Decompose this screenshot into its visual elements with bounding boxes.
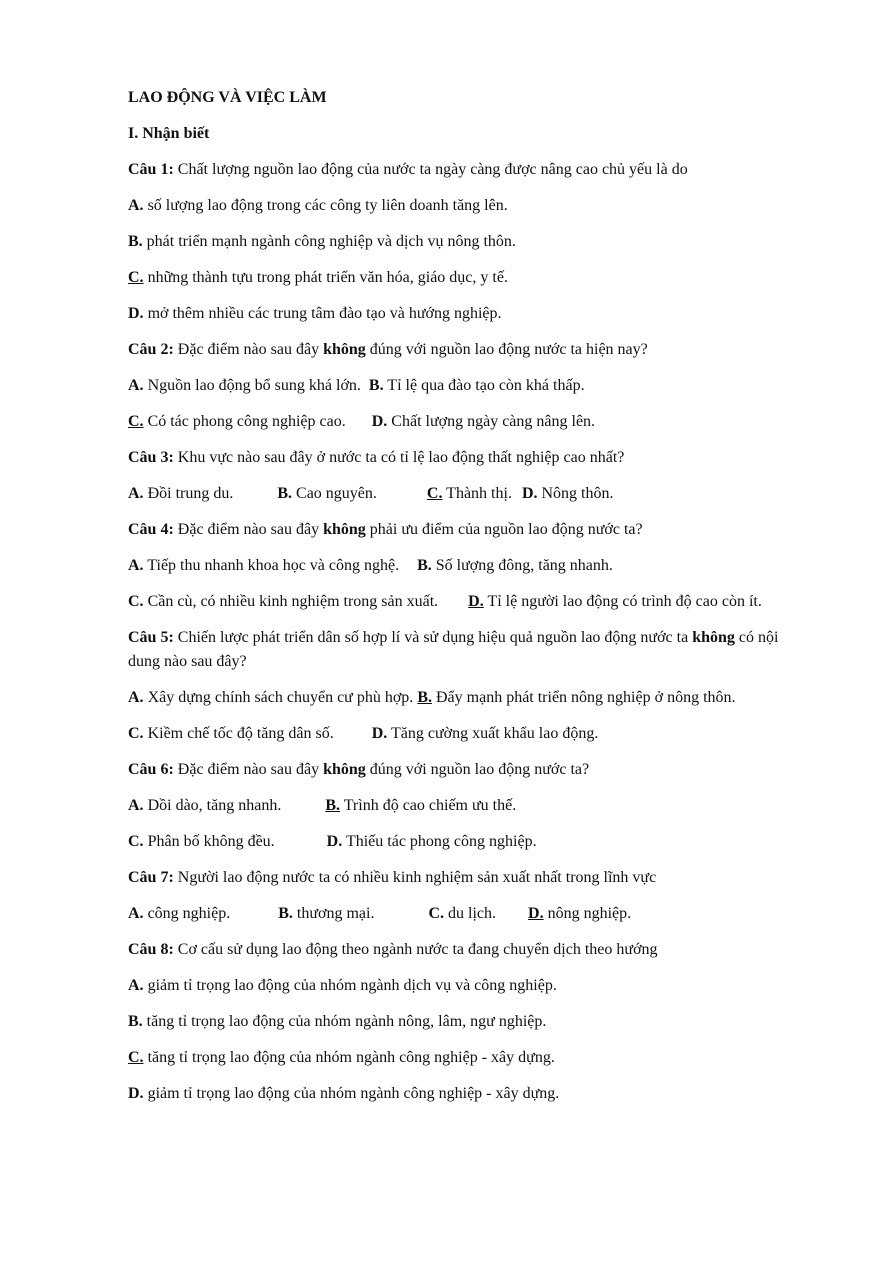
document-page — [128, 86, 798, 1118]
question-1 — [128, 158, 798, 182]
options-6-row-1: A. Dồi dào, tăng nhanh. B. Trình độ cao chiếm ưu thế. — [128, 797, 517, 814]
correct-answer-key: B. — [417, 689, 432, 706]
options-4-row-1: A. Tiếp thu nhanh khoa học và công nghệ. B. Số lượng đông, tăng nhanh. — [128, 557, 613, 574]
document-title: LAO ĐỘNG VÀ VIỆC LÀM — [128, 89, 327, 106]
option-1a: A. số lượng lao động trong các công ty liên doanh tăng lên. — [128, 197, 508, 214]
correct-answer-key: C. — [128, 413, 144, 430]
options-6-row-2: C. Phân bố không đều. D. Thiếu tác phong công nghiệp. — [128, 833, 537, 850]
question-8: Câu 8: Cơ cấu sử dụng lao động theo ngành nước ta đang chuyển dịch theo hướng — [128, 941, 658, 958]
options-2-row-1: A. Nguồn lao động bổ sung khá lớn. B. Tỉ lệ qua đào tạo còn khá thấp. — [128, 377, 585, 394]
correct-answer-key: D. — [468, 593, 484, 610]
correct-answer-key: B. — [325, 797, 340, 814]
options-4-row-2: C. Cần cù, có nhiều kinh nghiệm trong sản xuất. D. Tỉ lệ người lao động có trình độ cao còn ít. — [128, 593, 762, 610]
option-1d: D. mở thêm nhiều các trung tâm đào tạo và hướng nghiệp. — [128, 305, 502, 322]
correct-answer-key: D. — [528, 905, 544, 922]
question-2: Câu 2: Đặc điểm nào sau đây không đúng với nguồn lao động nước ta hiện nay? — [128, 341, 648, 358]
option-8a: A. giảm tỉ trọng lao động của nhóm ngành dịch vụ và công nghiệp. — [128, 977, 557, 994]
option-1c: C. những thành tựu trong phát triển văn hóa, giáo dục, y tế. — [128, 269, 508, 286]
question-3: Câu 3: Khu vực nào sau đây ở nước ta có tỉ lệ lao động thất nghiệp cao nhất? — [128, 449, 625, 466]
options-5-row-1: A. Xây dựng chính sách chuyển cư phù hợp. B. Đẩy mạnh phát triển nông nghiệp ở nông thôn. — [128, 689, 736, 706]
question-7: Câu 7: Người lao động nước ta có nhiều kinh nghiệm sản xuất nhất trong lĩnh vực — [128, 869, 657, 886]
correct-answer-key: C. — [128, 1049, 144, 1066]
correct-answer-key: C. — [426, 485, 443, 502]
emphasis-word: không — [323, 761, 366, 778]
emphasis-word: không — [323, 341, 366, 358]
correct-answer-key: C. — [128, 269, 144, 286]
options-2-row-2: C. Có tác phong công nghiệp cao. D. Chất lượng ngày càng nâng lên. — [128, 413, 596, 430]
question-5: Câu 5: Chiến lược phát triển dân số hợp lí và sử dụng hiệu quả nguồn lao động nước ta không có nội dung nào sau đây? — [128, 629, 779, 670]
options-3: A. Đồi trung du. B. Cao nguyên. C. Thành thị. D. Nông thôn. — [128, 485, 614, 502]
question-text: Chất lượng nguồn lao động của nước ta ngày càng được nâng cao chủ yếu là do — [177, 161, 688, 178]
options-5-row-2: C. Kiềm chế tốc độ tăng dân số. D. Tăng cường xuất khẩu lao động. — [128, 725, 599, 742]
option-1b: B. phát triển mạnh ngành công nghiệp và dịch vụ nông thôn. — [128, 233, 516, 250]
option-8d: D. giảm tỉ trọng lao động của nhóm ngành công nghiệp - xây dựng. — [128, 1085, 560, 1102]
options-7: A. công nghiệp. B. thương mại. C. du lịch. D. nông nghiệp. — [128, 905, 632, 922]
option-8c: C. tăng tỉ trọng lao động của nhóm ngành công nghiệp - xây dựng. — [128, 1049, 555, 1066]
emphasis-word: không — [692, 629, 735, 646]
question-label: Câu 1: — [128, 161, 174, 178]
emphasis-word: không — [323, 521, 366, 538]
question-4: Câu 4: Đặc điểm nào sau đây không phải ưu điểm của nguồn lao động nước ta? — [128, 521, 643, 538]
section-heading: I. Nhận biết — [128, 125, 210, 142]
option-8b: B. tăng tỉ trọng lao động của nhóm ngành nông, lâm, ngư nghiệp. — [128, 1013, 547, 1030]
question-6: Câu 6: Đặc điểm nào sau đây không đúng với nguồn lao động nước ta? — [128, 761, 590, 778]
